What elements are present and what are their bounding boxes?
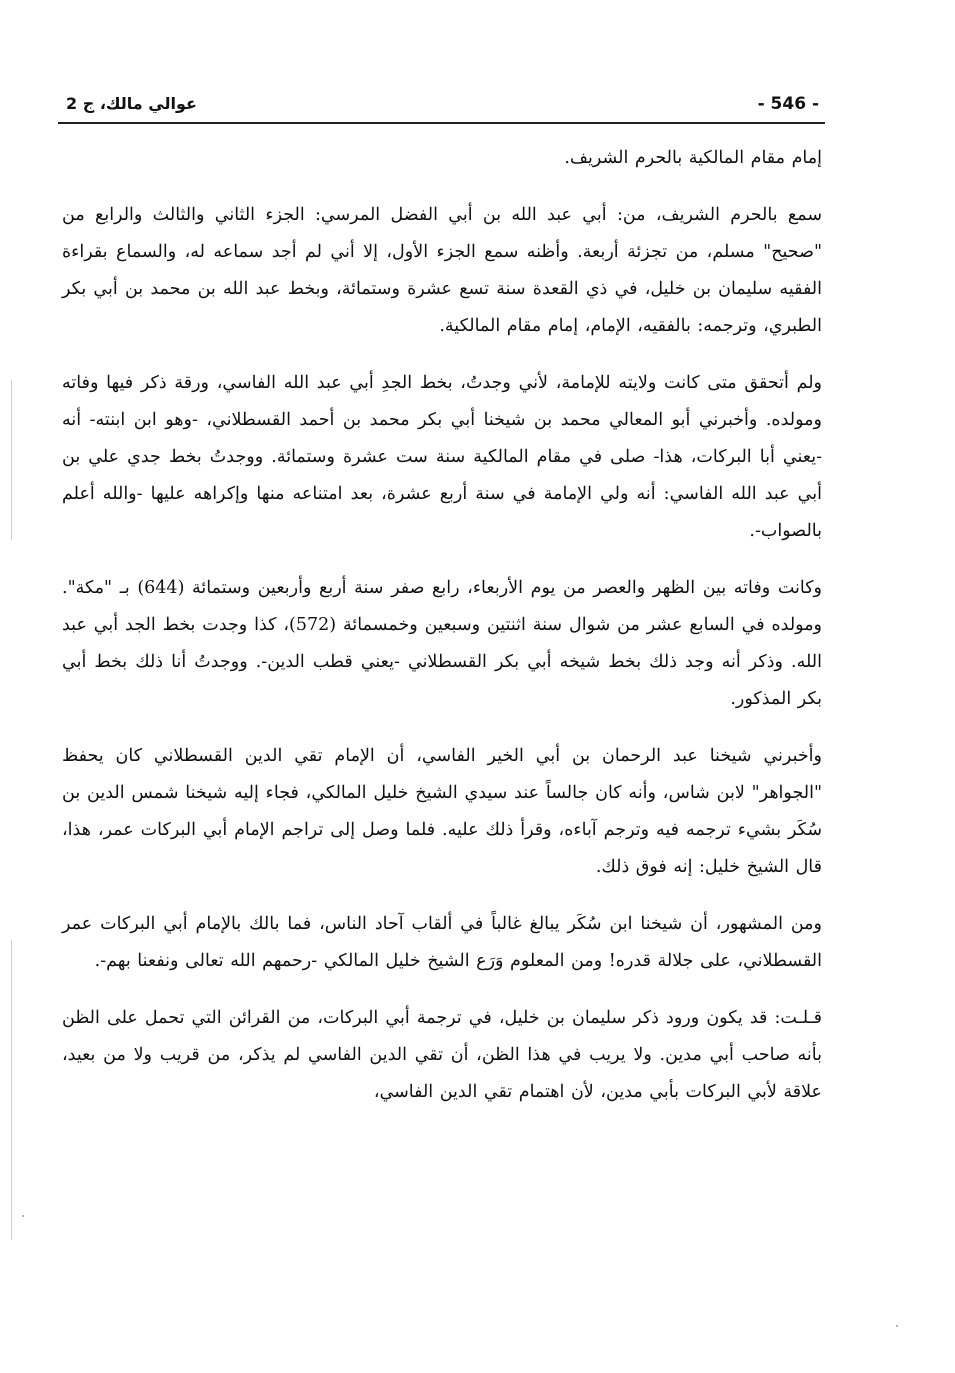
scan-speck [896, 1325, 898, 1327]
paragraph-4: وكانت وفاته بين الظهر والعصر من يوم الأربعاء، رابع صفر سنة أربع وأربعين وستمائة (644) بـ "مكة". ومولده في السابع عشر من شوال سنة اثنتين وسبعين وخمسمائة (572)، كذا وجدت بخط الجد أبي عبد الله. وذكر أنه وجد ذلك بخط شيخه أبي بكر القسطلاني -يعني قطب الدين-. ووجدتُ أنا ذلك بخط أبي بكر المذكور. [62, 578, 823, 709]
paragraph-6: ومن المشهور، أن شيخنا ابن سُكَر يبالغ غالباً في ألقاب آحاد الناس، فما بالك بالإمام أبي البركات عمر القسطلاني، على جلالة قدره! ومن المعلوم وَرَع الشيخ خليل المالكي -رحمهم الله تعالى ونفعنا بهم-. [62, 914, 822, 971]
paragraph-7: قـلـت: قد يكون ورود ذكر سليمان بن خليل، في ترجمة أبي البركات، من القرائن التي تحمل على الظن بأنه صاحب أبي مدين. ولا يريب في هذا الظن، أن تقي الدين الفاسي لم يذكر، من قريب ولا من بعيد، علاقة لأبي البركات بأبي مدين، لأن اهتمام تقي الدين الفاسي، [62, 1008, 822, 1102]
scan-speck [22, 1215, 24, 1217]
paragraph-5: وأخبرني شيخنا عبد الرحمان بن أبي الخير الفاسي، أن الإمام تقي الدين القسطلاني كان يحفظ "الجواهر" لابن شاس، وأنه كان جالساً عند سيدي الشيخ خليل المالكي، فجاء إليه شيخنا شمس الدين بن سُكَر بشيء ترجمه فيه وترجم آباءه، وقرأ ذلك عليه. فلما وصل إلى تراجم الإمام أبي البركات عمر، هذا، قال الشيخ خليل: إنه فوق ذلك. [62, 746, 822, 877]
scan-edge-line [11, 940, 12, 1240]
page-number: - 546 - [757, 94, 819, 114]
paragraph-3: ولم أتحقق متى كانت ولايته للإمامة، لأني وجدتُ، بخط الجدِ أبي عبد الله الفاسي، ورقة ذكر فيها وفاته ومولده. وأخبرني أبو المعالي محمد بن شيخنا أبي بكر محمد بن أحمد القسطلاني، -وهو ابن ابنته- أنه -يعني أبا البركات، هذا- صلى في مقام المالكية سنة ست عشرة وستمائة. ووجدتُ بخط جدي علي بن أبي عبد الله الفاسي: أنه ولي الإمامة في سنة أربع عشرة، بعد امتناعه منها وإكراهه عليها -والله أعلم بالصواب-. [62, 373, 822, 541]
body-text [62, 140, 822, 1111]
header-rule [58, 122, 825, 124]
scan-edge-line [11, 380, 12, 540]
page-header [58, 88, 825, 124]
paragraph-2: سمع بالحرم الشريف، من: أبي عبد الله بن أبي الفضل المرسي: الجزء الثاني والثالث والرابع من "صحيح" مسلم، من تجزئة أربعة. وأظنه سمع الجزء الأول، إلا أني لم أجد سماعه له، والسماع بقراءة الفقيه سليمان بن خليل، في ذي القعدة سنة تسع عشرة وستمائة، وبخط عبد الله بن محمد بن أبي بكر الطبري، وترجمه: بالفقيه، الإمام، إمام مقام المالكية. [62, 205, 822, 336]
paragraph-1: إمام مقام المالكية بالحرم الشريف. [564, 148, 822, 168]
running-title: عوالي مالك، ج 2 [66, 94, 197, 113]
